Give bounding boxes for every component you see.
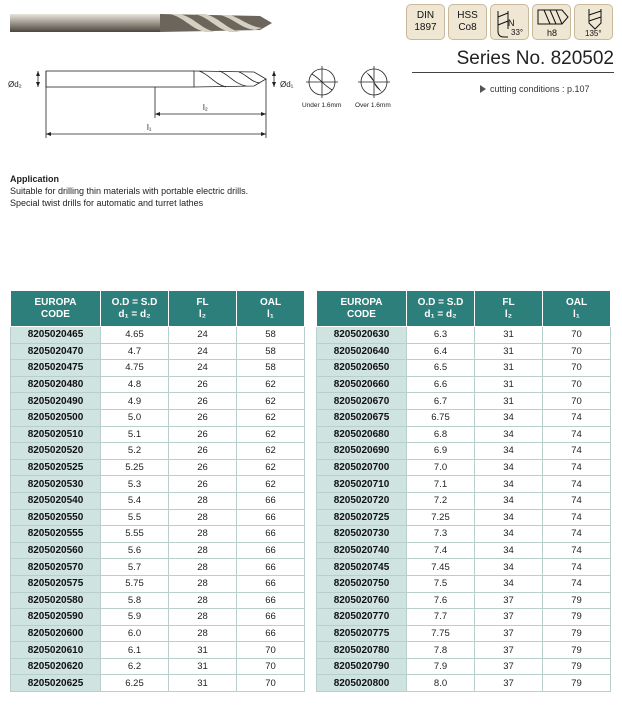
code-cell: 8205020560 — [11, 542, 101, 559]
din-standard-badge: DIN 1897 — [406, 4, 445, 40]
table-row — [317, 343, 611, 360]
od-cell: 6.5 — [407, 360, 475, 377]
od-cell: 6.7 — [407, 393, 475, 410]
header-fl: FL l₂ — [475, 291, 543, 327]
application-section — [10, 173, 248, 209]
od-cell: 6.3 — [407, 327, 475, 344]
oal-cell: 70 — [237, 642, 305, 659]
table-row — [11, 360, 305, 377]
fl-cell: 28 — [169, 575, 237, 592]
fl-cell: 31 — [475, 376, 543, 393]
oal-cell: 62 — [237, 459, 305, 476]
fl-cell: 37 — [475, 675, 543, 692]
fl-cell: 34 — [475, 426, 543, 443]
table-row — [317, 393, 611, 410]
code-cell: 8205020575 — [11, 575, 101, 592]
tolerance-badge: h8 — [532, 4, 571, 40]
header-oal: OAL l₁ — [543, 291, 611, 327]
od-cell: 5.25 — [101, 459, 169, 476]
oal-cell: 66 — [237, 526, 305, 543]
fl-cell: 34 — [475, 575, 543, 592]
od-cell: 4.8 — [101, 376, 169, 393]
oal-cell: 74 — [543, 409, 611, 426]
fl-cell: 34 — [475, 559, 543, 576]
code-cell: 8205020525 — [11, 459, 101, 476]
code-cell: 8205020620 — [11, 658, 101, 675]
table-row — [11, 592, 305, 609]
table-row — [317, 476, 611, 493]
code-cell: 8205020800 — [317, 675, 407, 692]
fl-cell: 31 — [475, 393, 543, 410]
oal-cell: 79 — [543, 609, 611, 626]
fl-cell: 37 — [475, 609, 543, 626]
oal-cell: 66 — [237, 609, 305, 626]
code-cell: 8205020600 — [11, 625, 101, 642]
fl-cell: 28 — [169, 625, 237, 642]
fl-cell: 37 — [475, 592, 543, 609]
code-cell: 8205020745 — [317, 559, 407, 576]
table-row — [11, 625, 305, 642]
table-row — [11, 542, 305, 559]
fl-cell: 26 — [169, 426, 237, 443]
fl-cell: 28 — [169, 559, 237, 576]
code-cell: 8205020720 — [317, 492, 407, 509]
table-row — [11, 559, 305, 576]
application-heading: Application — [10, 174, 59, 184]
fl-cell: 31 — [475, 327, 543, 344]
code-cell: 8205020680 — [317, 426, 407, 443]
od-cell: 7.6 — [407, 592, 475, 609]
fl-cell: 34 — [475, 492, 543, 509]
over-1-6mm-label: Over 1.6mm — [355, 102, 391, 109]
oal-cell: 74 — [543, 509, 611, 526]
code-cell: 8205020670 — [317, 393, 407, 410]
fl-cell: 34 — [475, 542, 543, 559]
code-cell: 8205020480 — [11, 376, 101, 393]
od-cell: 5.2 — [101, 443, 169, 460]
table-row — [317, 575, 611, 592]
code-cell: 8205020625 — [11, 675, 101, 692]
code-cell: 8205020520 — [11, 443, 101, 460]
table-row — [317, 443, 611, 460]
hss-material-badge: HSS Co8 — [448, 4, 487, 40]
od-cell: 7.9 — [407, 658, 475, 675]
oal-cell: 66 — [237, 542, 305, 559]
code-cell: 8205020490 — [11, 393, 101, 410]
od-cell: 5.7 — [101, 559, 169, 576]
code-cell: 8205020500 — [11, 409, 101, 426]
od-cell: 7.8 — [407, 642, 475, 659]
od-cell: 5.75 — [101, 575, 169, 592]
oal-cell: 62 — [237, 409, 305, 426]
helix-angle-badge: N 33° — [490, 4, 529, 40]
od-cell: 4.9 — [101, 393, 169, 410]
d1-label: Ød₁ — [280, 80, 294, 89]
table-row — [11, 575, 305, 592]
code-cell: 8205020770 — [317, 609, 407, 626]
oal-cell: 66 — [237, 575, 305, 592]
application-line-1: Suitable for drilling thin materials with portable electric drills. — [10, 186, 249, 196]
fl-cell: 34 — [475, 509, 543, 526]
code-cell: 8205020740 — [317, 542, 407, 559]
od-cell: 7.4 — [407, 542, 475, 559]
table-row — [317, 360, 611, 377]
table-row — [317, 642, 611, 659]
table-row — [11, 476, 305, 493]
code-cell: 8205020540 — [11, 492, 101, 509]
oal-cell: 70 — [543, 376, 611, 393]
application-line-2: Special twist drills for automatic and turret lathes — [10, 198, 204, 208]
under-1-6mm-label: Under 1.6mm — [302, 102, 342, 109]
fl-cell: 31 — [169, 675, 237, 692]
code-cell: 8205020750 — [317, 575, 407, 592]
code-cell: 8205020710 — [317, 476, 407, 493]
od-cell: 6.2 — [101, 658, 169, 675]
od-cell: 6.6 — [407, 376, 475, 393]
code-cell: 8205020725 — [317, 509, 407, 526]
oal-cell: 62 — [237, 393, 305, 410]
point-angle-badge: 135° — [574, 4, 613, 40]
fl-cell: 34 — [475, 409, 543, 426]
code-cell: 8205020690 — [317, 443, 407, 460]
oal-cell: 70 — [543, 393, 611, 410]
table-row — [317, 609, 611, 626]
fl-cell: 26 — [169, 393, 237, 410]
fl-cell: 34 — [475, 459, 543, 476]
od-cell: 5.5 — [101, 509, 169, 526]
od-cell: 5.9 — [101, 609, 169, 626]
od-cell: 6.75 — [407, 409, 475, 426]
oal-cell: 70 — [237, 675, 305, 692]
oal-cell: 66 — [237, 625, 305, 642]
oal-cell: 66 — [237, 492, 305, 509]
od-cell: 4.75 — [101, 360, 169, 377]
table-row — [11, 376, 305, 393]
header-fl: FL l₂ — [169, 291, 237, 327]
oal-cell: 58 — [237, 360, 305, 377]
cutting-conditions-link[interactable]: cutting conditions : p.107 — [480, 84, 590, 94]
table-row — [317, 492, 611, 509]
table-row — [11, 459, 305, 476]
table-row — [11, 609, 305, 626]
code-cell: 8205020555 — [11, 526, 101, 543]
fl-cell: 24 — [169, 360, 237, 377]
arrow-right-icon — [480, 85, 486, 93]
table-header-row — [11, 291, 305, 327]
table-row — [317, 376, 611, 393]
table-row — [317, 459, 611, 476]
fl-cell: 37 — [475, 625, 543, 642]
oal-cell: 62 — [237, 443, 305, 460]
shank-tolerance-icon — [536, 7, 570, 27]
od-cell: 7.25 — [407, 509, 475, 526]
table-row — [317, 625, 611, 642]
oal-cell: 62 — [237, 426, 305, 443]
table-row — [11, 409, 305, 426]
oal-cell: 70 — [543, 343, 611, 360]
fl-cell: 26 — [169, 409, 237, 426]
od-cell: 5.4 — [101, 492, 169, 509]
series-title: Series No. 820502 — [456, 48, 614, 69]
od-cell: 7.75 — [407, 625, 475, 642]
code-cell: 8205020590 — [11, 609, 101, 626]
drill-dimension-diagram — [4, 58, 304, 148]
table-row — [11, 675, 305, 692]
oal-cell: 74 — [543, 459, 611, 476]
code-cell: 8205020775 — [317, 625, 407, 642]
oal-cell: 74 — [543, 542, 611, 559]
table-row — [11, 492, 305, 509]
od-cell: 7.0 — [407, 459, 475, 476]
oal-cell: 74 — [543, 443, 611, 460]
code-cell: 8205020570 — [11, 559, 101, 576]
drill-bit-photo — [10, 4, 272, 44]
table-row — [317, 675, 611, 692]
od-cell: 4.65 — [101, 327, 169, 344]
od-cell: 6.9 — [407, 443, 475, 460]
oal-cell: 74 — [543, 476, 611, 493]
od-cell: 7.45 — [407, 559, 475, 576]
table-row — [11, 327, 305, 344]
code-cell: 8205020730 — [317, 526, 407, 543]
code-cell: 8205020530 — [11, 476, 101, 493]
od-cell: 4.7 — [101, 343, 169, 360]
fl-cell: 26 — [169, 443, 237, 460]
code-cell: 8205020640 — [317, 343, 407, 360]
fl-cell: 28 — [169, 526, 237, 543]
code-cell: 8205020470 — [11, 343, 101, 360]
od-cell: 5.6 — [101, 542, 169, 559]
od-cell: 8.0 — [407, 675, 475, 692]
oal-cell: 58 — [237, 343, 305, 360]
od-cell: 5.55 — [101, 526, 169, 543]
fl-cell: 37 — [475, 658, 543, 675]
fl-cell: 26 — [169, 476, 237, 493]
table-row — [11, 343, 305, 360]
oal-cell: 79 — [543, 592, 611, 609]
fl-cell: 28 — [169, 542, 237, 559]
code-cell: 8205020660 — [317, 376, 407, 393]
header-od: O.D = S.D d₁ = d₂ — [101, 291, 169, 327]
code-cell: 8205020790 — [317, 658, 407, 675]
oal-cell: 58 — [237, 327, 305, 344]
fl-cell: 28 — [169, 609, 237, 626]
spec-badges — [406, 4, 613, 40]
oal-cell: 79 — [543, 675, 611, 692]
spec-table-right — [316, 290, 611, 692]
od-cell: 6.1 — [101, 642, 169, 659]
code-cell: 8205020650 — [317, 360, 407, 377]
code-cell: 8205020475 — [11, 360, 101, 377]
code-cell: 8205020780 — [317, 642, 407, 659]
oal-cell: 66 — [237, 592, 305, 609]
table-row — [317, 526, 611, 543]
code-cell: 8205020700 — [317, 459, 407, 476]
oal-cell: 70 — [543, 327, 611, 344]
header-oal: OAL l₁ — [237, 291, 305, 327]
od-cell: 5.1 — [101, 426, 169, 443]
fl-cell: 34 — [475, 526, 543, 543]
oal-cell: 74 — [543, 426, 611, 443]
oal-cell: 79 — [543, 642, 611, 659]
code-cell: 8205020630 — [317, 327, 407, 344]
oal-cell: 74 — [543, 559, 611, 576]
od-cell: 5.0 — [101, 409, 169, 426]
oal-cell: 70 — [543, 360, 611, 377]
od-cell: 6.4 — [407, 343, 475, 360]
oal-cell: 79 — [543, 658, 611, 675]
od-cell: 7.3 — [407, 526, 475, 543]
oal-cell: 74 — [543, 492, 611, 509]
spec-table-left — [10, 290, 305, 692]
od-cell: 7.1 — [407, 476, 475, 493]
table-row — [11, 642, 305, 659]
fl-cell: 31 — [169, 642, 237, 659]
od-cell: 6.0 — [101, 625, 169, 642]
fl-cell: 28 — [169, 509, 237, 526]
od-cell: 6.25 — [101, 675, 169, 692]
code-cell: 8205020610 — [11, 642, 101, 659]
code-cell: 8205020760 — [317, 592, 407, 609]
od-cell: 7.5 — [407, 575, 475, 592]
table-row — [317, 509, 611, 526]
fl-cell: 37 — [475, 642, 543, 659]
oal-cell: 79 — [543, 625, 611, 642]
table-row — [317, 559, 611, 576]
l1-label: l₁ — [147, 123, 152, 132]
code-cell: 8205020510 — [11, 426, 101, 443]
fl-cell: 31 — [475, 343, 543, 360]
fl-cell: 26 — [169, 459, 237, 476]
fl-cell: 31 — [475, 360, 543, 377]
oal-cell: 70 — [237, 658, 305, 675]
l2-label: l₂ — [203, 103, 208, 112]
oal-cell: 62 — [237, 376, 305, 393]
od-cell: 7.2 — [407, 492, 475, 509]
fl-cell: 24 — [169, 327, 237, 344]
code-cell: 8205020580 — [11, 592, 101, 609]
table-row — [317, 327, 611, 344]
oal-cell: 66 — [237, 559, 305, 576]
fl-cell: 28 — [169, 592, 237, 609]
table-row — [11, 658, 305, 675]
table-row — [11, 393, 305, 410]
fl-cell: 34 — [475, 476, 543, 493]
table-row — [317, 658, 611, 675]
table-row — [11, 526, 305, 543]
oal-cell: 74 — [543, 575, 611, 592]
table-row — [317, 592, 611, 609]
table-row — [317, 426, 611, 443]
header-od: O.D = S.D d₁ = d₂ — [407, 291, 475, 327]
oal-cell: 62 — [237, 476, 305, 493]
fl-cell: 28 — [169, 492, 237, 509]
od-cell: 7.7 — [407, 609, 475, 626]
header-europa-code: EUROPA CODE — [317, 291, 407, 327]
od-cell: 5.8 — [101, 592, 169, 609]
table-row — [317, 542, 611, 559]
table-row — [11, 426, 305, 443]
table-header-row — [317, 291, 611, 327]
table-row — [11, 443, 305, 460]
fl-cell: 24 — [169, 343, 237, 360]
table-row — [317, 409, 611, 426]
code-cell: 8205020550 — [11, 509, 101, 526]
series-divider — [412, 72, 614, 73]
od-cell: 5.3 — [101, 476, 169, 493]
d2-label: Ød₂ — [8, 80, 22, 89]
oal-cell: 74 — [543, 526, 611, 543]
code-cell: 8205020675 — [317, 409, 407, 426]
fl-cell: 31 — [169, 658, 237, 675]
header-europa-code: EUROPA CODE — [11, 291, 101, 327]
fl-cell: 26 — [169, 376, 237, 393]
oal-cell: 66 — [237, 509, 305, 526]
fl-cell: 34 — [475, 443, 543, 460]
code-cell: 8205020465 — [11, 327, 101, 344]
table-row — [11, 509, 305, 526]
od-cell: 6.8 — [407, 426, 475, 443]
